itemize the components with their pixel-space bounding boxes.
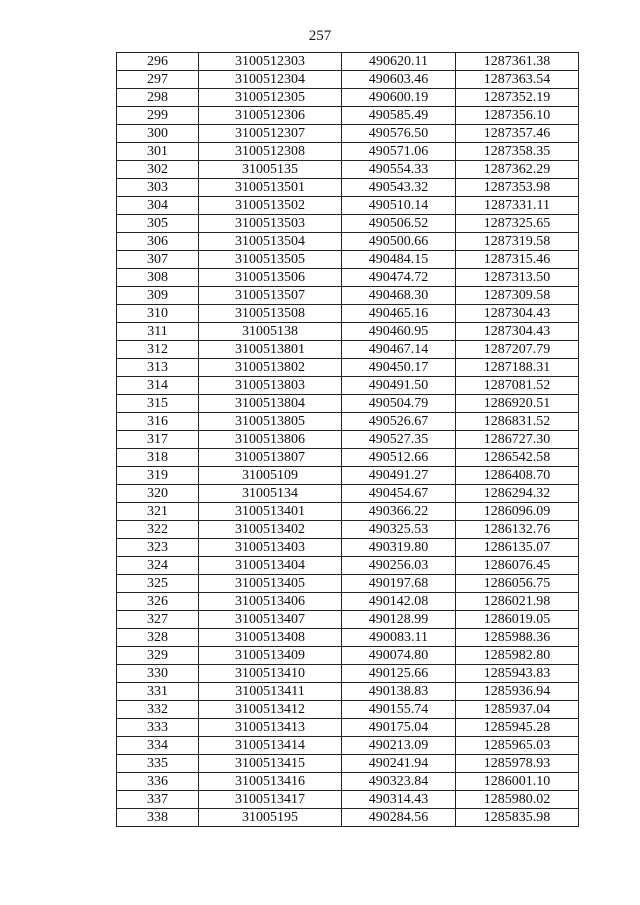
x-coordinate-cell: 490450.17 (342, 359, 456, 377)
x-coordinate-cell: 490314.43 (342, 791, 456, 809)
point-id-cell: 3100513408 (199, 629, 342, 647)
row-number-cell: 322 (117, 521, 199, 539)
x-coordinate-cell: 490325.53 (342, 521, 456, 539)
y-coordinate-cell: 1285945.28 (456, 719, 579, 737)
y-coordinate-cell: 1286294.32 (456, 485, 579, 503)
x-coordinate-cell: 490527.35 (342, 431, 456, 449)
point-id-cell: 3100513405 (199, 575, 342, 593)
point-id-cell: 3100513503 (199, 215, 342, 233)
y-coordinate-cell: 1286076.45 (456, 557, 579, 575)
point-id-cell: 3100512307 (199, 125, 342, 143)
table-row (117, 179, 579, 197)
table-row (117, 359, 579, 377)
row-number-cell: 327 (117, 611, 199, 629)
point-id-cell: 3100513415 (199, 755, 342, 773)
row-number-cell: 307 (117, 251, 199, 269)
point-id-cell: 3100513502 (199, 197, 342, 215)
row-number-cell: 300 (117, 125, 199, 143)
y-coordinate-cell: 1286135.07 (456, 539, 579, 557)
row-number-cell: 321 (117, 503, 199, 521)
x-coordinate-cell: 490512.66 (342, 449, 456, 467)
x-coordinate-cell: 490128.99 (342, 611, 456, 629)
row-number-cell: 328 (117, 629, 199, 647)
table-body (117, 53, 579, 827)
row-number-cell: 330 (117, 665, 199, 683)
x-coordinate-cell: 490241.94 (342, 755, 456, 773)
y-coordinate-cell: 1287319.58 (456, 233, 579, 251)
x-coordinate-cell: 490460.95 (342, 323, 456, 341)
y-coordinate-cell: 1287304.43 (456, 305, 579, 323)
y-coordinate-cell: 1287188.31 (456, 359, 579, 377)
y-coordinate-cell: 1287362.29 (456, 161, 579, 179)
x-coordinate-cell: 490319.80 (342, 539, 456, 557)
table-row (117, 593, 579, 611)
y-coordinate-cell: 1287304.43 (456, 323, 579, 341)
y-coordinate-cell: 1285980.02 (456, 791, 579, 809)
row-number-cell: 304 (117, 197, 199, 215)
x-coordinate-cell: 490620.11 (342, 53, 456, 71)
y-coordinate-cell: 1285965.03 (456, 737, 579, 755)
point-id-cell: 3100513414 (199, 737, 342, 755)
x-coordinate-cell: 490468.30 (342, 287, 456, 305)
row-number-cell: 306 (117, 233, 199, 251)
row-number-cell: 298 (117, 89, 199, 107)
row-number-cell: 318 (117, 449, 199, 467)
point-id-cell: 3100513406 (199, 593, 342, 611)
point-id-cell: 3100513806 (199, 431, 342, 449)
row-number-cell: 303 (117, 179, 199, 197)
point-id-cell: 31005135 (199, 161, 342, 179)
y-coordinate-cell: 1286021.98 (456, 593, 579, 611)
row-number-cell: 323 (117, 539, 199, 557)
table-row (117, 53, 579, 71)
point-id-cell: 3100513407 (199, 611, 342, 629)
row-number-cell: 338 (117, 809, 199, 827)
y-coordinate-cell: 1286831.52 (456, 413, 579, 431)
y-coordinate-cell: 1285982.80 (456, 647, 579, 665)
point-id-cell: 3100513505 (199, 251, 342, 269)
y-coordinate-cell: 1287315.46 (456, 251, 579, 269)
point-id-cell: 3100513403 (199, 539, 342, 557)
row-number-cell: 324 (117, 557, 199, 575)
table-row (117, 143, 579, 161)
x-coordinate-cell: 490603.46 (342, 71, 456, 89)
point-id-cell: 31005195 (199, 809, 342, 827)
table-row (117, 215, 579, 233)
y-coordinate-cell: 1286920.51 (456, 395, 579, 413)
point-id-cell: 3100512305 (199, 89, 342, 107)
table-row (117, 395, 579, 413)
table-row (117, 431, 579, 449)
point-id-cell: 3100512303 (199, 53, 342, 71)
x-coordinate-cell: 490125.66 (342, 665, 456, 683)
coordinates-table (116, 52, 579, 827)
y-coordinate-cell: 1287207.79 (456, 341, 579, 359)
x-coordinate-cell: 490256.03 (342, 557, 456, 575)
row-number-cell: 308 (117, 269, 199, 287)
x-coordinate-cell: 490155.74 (342, 701, 456, 719)
point-id-cell: 3100513501 (199, 179, 342, 197)
point-id-cell: 3100513416 (199, 773, 342, 791)
table-row (117, 485, 579, 503)
y-coordinate-cell: 1285988.36 (456, 629, 579, 647)
row-number-cell: 314 (117, 377, 199, 395)
x-coordinate-cell: 490600.19 (342, 89, 456, 107)
point-id-cell: 3100512304 (199, 71, 342, 89)
point-id-cell: 3100513402 (199, 521, 342, 539)
x-coordinate-cell: 490366.22 (342, 503, 456, 521)
point-id-cell: 31005138 (199, 323, 342, 341)
table-row (117, 575, 579, 593)
point-id-cell: 3100513409 (199, 647, 342, 665)
row-number-cell: 310 (117, 305, 199, 323)
x-coordinate-cell: 490175.04 (342, 719, 456, 737)
table-row (117, 323, 579, 341)
table-row (117, 521, 579, 539)
row-number-cell: 296 (117, 53, 199, 71)
y-coordinate-cell: 1287081.52 (456, 377, 579, 395)
row-number-cell: 305 (117, 215, 199, 233)
table-row (117, 341, 579, 359)
y-coordinate-cell: 1286056.75 (456, 575, 579, 593)
point-id-cell: 31005134 (199, 485, 342, 503)
y-coordinate-cell: 1287361.38 (456, 53, 579, 71)
y-coordinate-cell: 1287357.46 (456, 125, 579, 143)
row-number-cell: 335 (117, 755, 199, 773)
table-row (117, 71, 579, 89)
y-coordinate-cell: 1285937.04 (456, 701, 579, 719)
table-row (117, 809, 579, 827)
x-coordinate-cell: 490467.14 (342, 341, 456, 359)
point-id-cell: 3100513508 (199, 305, 342, 323)
y-coordinate-cell: 1286408.70 (456, 467, 579, 485)
table-row (117, 305, 579, 323)
x-coordinate-cell: 490506.52 (342, 215, 456, 233)
point-id-cell: 3100512306 (199, 107, 342, 125)
table-row (117, 629, 579, 647)
table-row (117, 197, 579, 215)
row-number-cell: 319 (117, 467, 199, 485)
x-coordinate-cell: 490576.50 (342, 125, 456, 143)
y-coordinate-cell: 1287352.19 (456, 89, 579, 107)
point-id-cell: 3100513410 (199, 665, 342, 683)
row-number-cell: 326 (117, 593, 199, 611)
table-row (117, 557, 579, 575)
point-id-cell: 3100513506 (199, 269, 342, 287)
y-coordinate-cell: 1287325.65 (456, 215, 579, 233)
x-coordinate-cell: 490454.67 (342, 485, 456, 503)
x-coordinate-cell: 490543.32 (342, 179, 456, 197)
table-row (117, 791, 579, 809)
row-number-cell: 331 (117, 683, 199, 701)
row-number-cell: 320 (117, 485, 199, 503)
row-number-cell: 301 (117, 143, 199, 161)
x-coordinate-cell: 490323.84 (342, 773, 456, 791)
point-id-cell: 3100513504 (199, 233, 342, 251)
y-coordinate-cell: 1285978.93 (456, 755, 579, 773)
x-coordinate-cell: 490571.06 (342, 143, 456, 161)
row-number-cell: 317 (117, 431, 199, 449)
table-row (117, 161, 579, 179)
table-row (117, 539, 579, 557)
x-coordinate-cell: 490474.72 (342, 269, 456, 287)
point-id-cell: 3100513807 (199, 449, 342, 467)
table-row (117, 413, 579, 431)
table-row (117, 683, 579, 701)
y-coordinate-cell: 1286096.09 (456, 503, 579, 521)
row-number-cell: 302 (117, 161, 199, 179)
y-coordinate-cell: 1286001.10 (456, 773, 579, 791)
point-id-cell: 3100513404 (199, 557, 342, 575)
y-coordinate-cell: 1287331.11 (456, 197, 579, 215)
table-row (117, 647, 579, 665)
y-coordinate-cell: 1285936.94 (456, 683, 579, 701)
table-row (117, 449, 579, 467)
table-row (117, 89, 579, 107)
row-number-cell: 316 (117, 413, 199, 431)
x-coordinate-cell: 490510.14 (342, 197, 456, 215)
row-number-cell: 297 (117, 71, 199, 89)
point-id-cell: 3100513417 (199, 791, 342, 809)
row-number-cell: 315 (117, 395, 199, 413)
table-row (117, 755, 579, 773)
table-row (117, 251, 579, 269)
y-coordinate-cell: 1286727.30 (456, 431, 579, 449)
x-coordinate-cell: 490491.50 (342, 377, 456, 395)
row-number-cell: 332 (117, 701, 199, 719)
x-coordinate-cell: 490554.33 (342, 161, 456, 179)
x-coordinate-cell: 490284.56 (342, 809, 456, 827)
table-row (117, 269, 579, 287)
point-id-cell: 3100513805 (199, 413, 342, 431)
y-coordinate-cell: 1285835.98 (456, 809, 579, 827)
table-row (117, 611, 579, 629)
x-coordinate-cell: 490585.49 (342, 107, 456, 125)
y-coordinate-cell: 1285943.83 (456, 665, 579, 683)
table-row (117, 467, 579, 485)
x-coordinate-cell: 490083.11 (342, 629, 456, 647)
point-id-cell: 31005109 (199, 467, 342, 485)
y-coordinate-cell: 1286132.76 (456, 521, 579, 539)
row-number-cell: 333 (117, 719, 199, 737)
point-id-cell: 3100513802 (199, 359, 342, 377)
table-row (117, 125, 579, 143)
table-row (117, 233, 579, 251)
row-number-cell: 313 (117, 359, 199, 377)
table-row (117, 665, 579, 683)
x-coordinate-cell: 490491.27 (342, 467, 456, 485)
y-coordinate-cell: 1287358.35 (456, 143, 579, 161)
y-coordinate-cell: 1287313.50 (456, 269, 579, 287)
point-id-cell: 3100513803 (199, 377, 342, 395)
y-coordinate-cell: 1287353.98 (456, 179, 579, 197)
x-coordinate-cell: 490526.67 (342, 413, 456, 431)
x-coordinate-cell: 490197.68 (342, 575, 456, 593)
row-number-cell: 337 (117, 791, 199, 809)
row-number-cell: 309 (117, 287, 199, 305)
table-row (117, 287, 579, 305)
point-id-cell: 3100513401 (199, 503, 342, 521)
point-id-cell: 3100513411 (199, 683, 342, 701)
x-coordinate-cell: 490504.79 (342, 395, 456, 413)
x-coordinate-cell: 490213.09 (342, 737, 456, 755)
x-coordinate-cell: 490142.08 (342, 593, 456, 611)
x-coordinate-cell: 490500.66 (342, 233, 456, 251)
y-coordinate-cell: 1287356.10 (456, 107, 579, 125)
table-row (117, 503, 579, 521)
table-row (117, 701, 579, 719)
row-number-cell: 329 (117, 647, 199, 665)
x-coordinate-cell: 490138.83 (342, 683, 456, 701)
page-number: 257 (308, 28, 332, 44)
point-id-cell: 3100513801 (199, 341, 342, 359)
row-number-cell: 311 (117, 323, 199, 341)
y-coordinate-cell: 1286542.58 (456, 449, 579, 467)
y-coordinate-cell: 1287363.54 (456, 71, 579, 89)
table-row (117, 719, 579, 737)
table-row (117, 773, 579, 791)
y-coordinate-cell: 1287309.58 (456, 287, 579, 305)
point-id-cell: 3100512308 (199, 143, 342, 161)
x-coordinate-cell: 490074.80 (342, 647, 456, 665)
table-row (117, 377, 579, 395)
row-number-cell: 325 (117, 575, 199, 593)
x-coordinate-cell: 490465.16 (342, 305, 456, 323)
row-number-cell: 299 (117, 107, 199, 125)
row-number-cell: 312 (117, 341, 199, 359)
table-row (117, 737, 579, 755)
point-id-cell: 3100513507 (199, 287, 342, 305)
table-row (117, 107, 579, 125)
x-coordinate-cell: 490484.15 (342, 251, 456, 269)
point-id-cell: 3100513804 (199, 395, 342, 413)
row-number-cell: 336 (117, 773, 199, 791)
y-coordinate-cell: 1286019.05 (456, 611, 579, 629)
point-id-cell: 3100513413 (199, 719, 342, 737)
row-number-cell: 334 (117, 737, 199, 755)
point-id-cell: 3100513412 (199, 701, 342, 719)
